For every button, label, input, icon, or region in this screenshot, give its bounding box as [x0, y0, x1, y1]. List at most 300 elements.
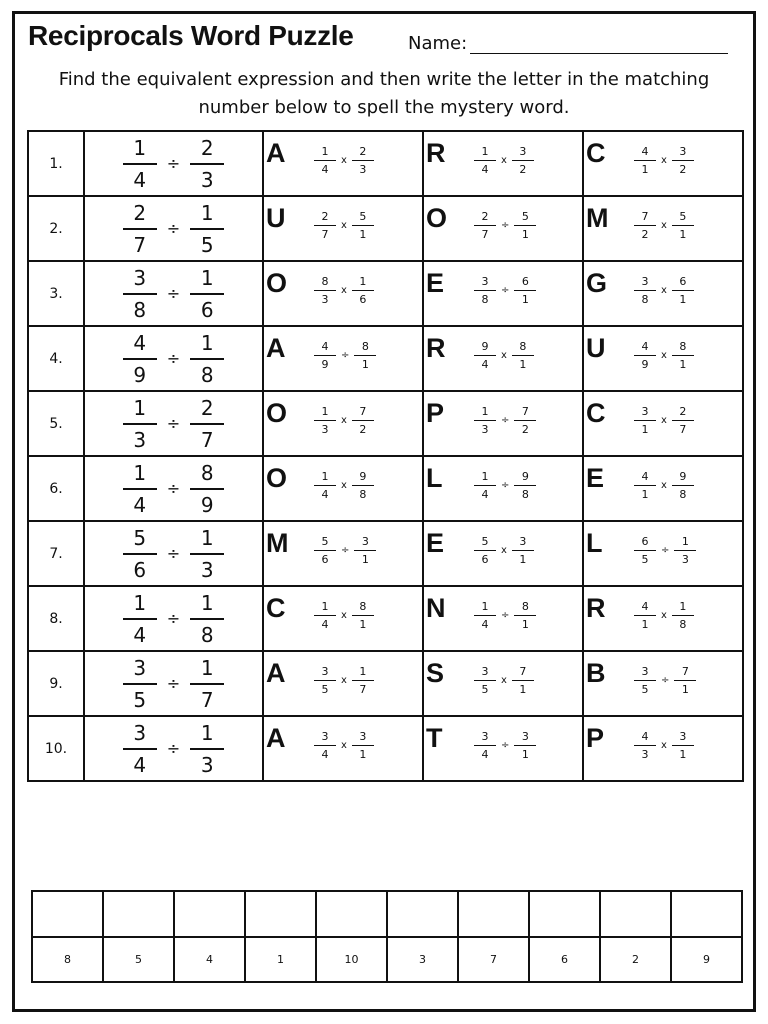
fraction-bar: [314, 615, 336, 616]
numerator: 1: [359, 275, 367, 288]
numerator: 4: [321, 340, 329, 353]
answer-number: 10: [316, 937, 387, 982]
denominator: 1: [679, 293, 687, 306]
numerator: 2: [321, 210, 329, 223]
answer-option: [263, 586, 423, 651]
fraction-bar: [354, 550, 376, 551]
row-number: 9.: [28, 651, 84, 716]
denominator: 6: [321, 553, 329, 566]
row-number: 6.: [28, 456, 84, 521]
numerator: 1: [321, 600, 329, 613]
fraction-bar: [634, 290, 656, 291]
fraction-bar: [634, 485, 656, 486]
numerator: 7: [519, 665, 527, 678]
denominator: 3: [641, 748, 649, 761]
operator: x: [341, 480, 347, 491]
option-letter: O: [266, 268, 288, 298]
answer-grid: [31, 890, 743, 983]
answer-option: [423, 261, 583, 326]
operator: x: [661, 285, 667, 296]
denominator: 8: [359, 488, 367, 501]
fraction-right: [672, 340, 694, 371]
fraction-bar: [352, 745, 374, 746]
option-expression: [474, 340, 534, 371]
denominator: 5: [481, 683, 489, 696]
numerator: 1: [200, 590, 214, 615]
denominator: 2: [679, 163, 687, 176]
fraction-bar: [190, 488, 224, 490]
answer-option: [263, 261, 423, 326]
answer-letter-box[interactable]: [174, 891, 245, 937]
fraction-bar: [672, 225, 694, 226]
operator: x: [501, 350, 507, 361]
answer-option: [423, 586, 583, 651]
numerator: 8: [359, 600, 367, 613]
numerator: 3: [481, 730, 489, 743]
denominator: 1: [521, 293, 529, 306]
option-letter: A: [266, 333, 286, 363]
denominator: 8: [641, 293, 649, 306]
denominator: 7: [481, 228, 489, 241]
denominator: 5: [641, 553, 649, 566]
fraction-right: [514, 600, 536, 631]
numerator: 3: [519, 145, 527, 158]
option-expression: [314, 275, 374, 306]
fraction-right: [190, 721, 224, 777]
operator: x: [341, 740, 347, 751]
fraction-bar: [190, 293, 224, 295]
denominator: 4: [133, 752, 147, 777]
problem-cell: [84, 131, 263, 196]
problem-expression: [85, 591, 262, 647]
answer-letter-box[interactable]: [671, 891, 742, 937]
denominator: 1: [521, 618, 529, 631]
operator: x: [341, 415, 347, 426]
fraction-left: [474, 405, 496, 436]
numerator: 2: [133, 200, 147, 225]
denominator: 9: [200, 492, 214, 517]
fraction-right: [352, 730, 374, 761]
fraction-bar: [352, 615, 374, 616]
option-expression: [314, 535, 376, 566]
numerator: 3: [481, 665, 489, 678]
denominator: 1: [679, 748, 687, 761]
fraction-left: [123, 331, 157, 387]
answer-option: [583, 131, 743, 196]
answer-letter-box[interactable]: [387, 891, 458, 937]
operator: x: [341, 285, 347, 296]
answer-option: [583, 326, 743, 391]
fraction-left: [314, 730, 336, 761]
operator: ÷: [166, 609, 181, 628]
denominator: 3: [321, 423, 329, 436]
option-expression: [634, 340, 694, 371]
denominator: 3: [481, 423, 489, 436]
fraction-right: [672, 600, 694, 631]
fraction-bar: [474, 680, 496, 681]
option-letter: M: [586, 203, 609, 233]
fraction-bar: [634, 225, 656, 226]
fraction-bar: [474, 290, 496, 291]
numerator: 6: [521, 275, 529, 288]
numerator: 5: [359, 210, 367, 223]
operator: x: [661, 480, 667, 491]
page-title: Reciprocals Word Puzzle: [28, 20, 354, 51]
fraction-bar: [474, 485, 496, 486]
fraction-left: [123, 526, 157, 582]
operator: x: [501, 155, 507, 166]
fraction-left: [123, 721, 157, 777]
option-expression: [634, 470, 694, 501]
denominator: 7: [359, 683, 367, 696]
fraction-right: [352, 665, 374, 696]
fraction-left: [634, 470, 656, 501]
fraction-bar: [352, 485, 374, 486]
fraction-left: [314, 470, 336, 501]
denominator: 4: [481, 618, 489, 631]
fraction-right: [352, 470, 374, 501]
answer-number: 5: [103, 937, 174, 982]
numerator: 4: [641, 340, 649, 353]
fraction-right: [512, 145, 534, 176]
numerator: 3: [359, 730, 367, 743]
fraction-bar: [514, 485, 536, 486]
operator: ÷: [166, 219, 181, 238]
fraction-bar: [314, 420, 336, 421]
fraction-right: [190, 201, 224, 257]
option-letter: U: [586, 333, 606, 363]
operator: x: [661, 610, 667, 621]
option-letter: O: [426, 203, 448, 233]
problem-cell: [84, 391, 263, 456]
fraction-bar: [190, 163, 224, 165]
puzzle-row: [28, 651, 743, 716]
fraction-left: [634, 340, 656, 371]
answer-option: [423, 456, 583, 521]
fraction-left: [123, 656, 157, 712]
problem-expression: [85, 656, 262, 712]
numerator: 1: [481, 600, 489, 613]
numerator: 3: [481, 275, 489, 288]
name-label: Name:: [408, 33, 468, 54]
denominator: 2: [519, 163, 527, 176]
answer-option: [263, 131, 423, 196]
row-number: 2.: [28, 196, 84, 261]
fraction-bar: [672, 615, 694, 616]
denominator: 7: [679, 423, 687, 436]
option-expression: [474, 275, 536, 306]
fraction-bar: [352, 680, 374, 681]
denominator: 8: [200, 362, 214, 387]
numerator: 3: [679, 730, 687, 743]
answer-letter-box[interactable]: [600, 891, 671, 937]
fraction-left: [474, 535, 496, 566]
fraction-left: [123, 591, 157, 647]
fraction-left: [314, 535, 336, 566]
numerator: 1: [321, 470, 329, 483]
numerator: 7: [359, 405, 367, 418]
fraction-bar: [123, 358, 157, 360]
answer-option: [263, 391, 423, 456]
denominator: 4: [321, 748, 329, 761]
numerator: 3: [641, 665, 649, 678]
denominator: 3: [200, 557, 214, 582]
name-field[interactable]: [470, 53, 728, 54]
denominator: 7: [321, 228, 329, 241]
fraction-left: [314, 210, 336, 241]
denominator: 9: [321, 358, 329, 371]
option-expression: [314, 145, 374, 176]
fraction-right: [514, 470, 536, 501]
operator: x: [501, 675, 507, 686]
answer-letter-box[interactable]: [245, 891, 316, 937]
denominator: 6: [133, 557, 147, 582]
option-expression: [474, 535, 534, 566]
answer-option: [263, 326, 423, 391]
denominator: 1: [361, 358, 369, 371]
fraction-right: [190, 266, 224, 322]
denominator: 5: [641, 683, 649, 696]
puzzle-row: [28, 196, 743, 261]
answer-letter-box[interactable]: [529, 891, 600, 937]
fraction-right: [514, 730, 536, 761]
denominator: 1: [359, 748, 367, 761]
option-letter: E: [426, 268, 445, 298]
problem-expression: [85, 396, 262, 452]
denominator: 4: [133, 492, 147, 517]
puzzle-row: [28, 521, 743, 586]
fraction-bar: [314, 680, 336, 681]
numerator: 1: [359, 665, 367, 678]
operator: ÷: [166, 739, 181, 758]
denominator: 7: [200, 427, 214, 452]
fraction-left: [314, 405, 336, 436]
denominator: 3: [133, 427, 147, 452]
fraction-bar: [190, 423, 224, 425]
fraction-bar: [123, 618, 157, 620]
fraction-bar: [314, 355, 336, 356]
answer-option: [583, 586, 743, 651]
answer-option: [423, 326, 583, 391]
operator: ÷: [501, 285, 510, 296]
option-letter: E: [426, 528, 445, 558]
numerator: 3: [321, 730, 329, 743]
numerator: 8: [679, 340, 687, 353]
numerator: 1: [481, 470, 489, 483]
answer-letter-box[interactable]: [458, 891, 529, 937]
numerator: 2: [679, 405, 687, 418]
option-expression: [314, 600, 374, 631]
operator: x: [341, 675, 347, 686]
fraction-bar: [123, 748, 157, 750]
denominator: 1: [519, 683, 527, 696]
operator: ÷: [661, 545, 670, 556]
fraction-left: [474, 145, 496, 176]
puzzle-row: [28, 716, 743, 781]
denominator: 1: [519, 358, 527, 371]
option-letter: M: [266, 528, 289, 558]
operator: x: [661, 220, 667, 231]
fraction-right: [672, 405, 694, 436]
fraction-right: [354, 535, 376, 566]
fraction-bar: [352, 290, 374, 291]
fraction-bar: [190, 553, 224, 555]
option-expression: [314, 665, 374, 696]
option-letter: P: [586, 723, 605, 753]
fraction-bar: [634, 615, 656, 616]
operator: ÷: [501, 480, 510, 491]
answer-option: [423, 196, 583, 261]
fraction-bar: [314, 485, 336, 486]
fraction-right: [190, 591, 224, 647]
option-expression: [314, 730, 374, 761]
numerator: 1: [200, 330, 214, 355]
answer-number: 3: [387, 937, 458, 982]
answer-option: [583, 196, 743, 261]
operator: x: [341, 610, 347, 621]
option-expression: [314, 470, 374, 501]
answer-option: [583, 716, 743, 781]
problem-expression: [85, 331, 262, 387]
numerator: 5: [481, 535, 489, 548]
fraction-left: [474, 730, 496, 761]
option-expression: [634, 730, 694, 761]
fraction-bar: [123, 683, 157, 685]
operator: ÷: [166, 154, 181, 173]
fraction-bar: [474, 225, 496, 226]
option-expression: [634, 665, 696, 696]
numerator: 1: [133, 135, 147, 160]
option-letter: T: [426, 723, 443, 753]
numerator: 5: [521, 210, 529, 223]
problem-expression: [85, 461, 262, 517]
fraction-left: [474, 600, 496, 631]
numerator: 1: [321, 405, 329, 418]
answer-number: 9: [671, 937, 742, 982]
problem-cell: [84, 326, 263, 391]
option-expression: [474, 470, 536, 501]
fraction-bar: [190, 748, 224, 750]
fraction-bar: [674, 680, 696, 681]
answer-letter-box[interactable]: [32, 891, 103, 937]
answer-letter-box[interactable]: [316, 891, 387, 937]
fraction-bar: [123, 163, 157, 165]
operator: ÷: [166, 284, 181, 303]
denominator: 7: [200, 687, 214, 712]
denominator: 4: [481, 358, 489, 371]
operator: x: [661, 155, 667, 166]
fraction-bar: [634, 680, 656, 681]
numerator: 1: [681, 535, 689, 548]
fraction-left: [314, 275, 336, 306]
fraction-bar: [672, 420, 694, 421]
answer-letter-box[interactable]: [103, 891, 174, 937]
option-expression: [634, 535, 696, 566]
operator: ÷: [166, 479, 181, 498]
answer-option: [423, 651, 583, 716]
numerator: 1: [133, 460, 147, 485]
denominator: 1: [679, 228, 687, 241]
denominator: 5: [200, 232, 214, 257]
operator: x: [341, 155, 347, 166]
fraction-right: [672, 145, 694, 176]
numerator: 1: [481, 405, 489, 418]
operator: ÷: [341, 545, 350, 556]
puzzle-row: [28, 391, 743, 456]
numerator: 1: [200, 265, 214, 290]
option-letter: S: [426, 658, 445, 688]
operator: x: [661, 350, 667, 361]
answer-option: [263, 716, 423, 781]
operator: x: [501, 545, 507, 556]
fraction-right: [354, 340, 376, 371]
fraction-left: [314, 145, 336, 176]
fraction-left: [634, 730, 656, 761]
answer-option: [583, 521, 743, 586]
fraction-left: [123, 136, 157, 192]
problem-expression: [85, 266, 262, 322]
fraction-bar: [123, 293, 157, 295]
option-letter: B: [586, 658, 606, 688]
operator: x: [341, 220, 347, 231]
numerator: 5: [133, 525, 147, 550]
denominator: 8: [679, 488, 687, 501]
row-number: 4.: [28, 326, 84, 391]
numerator: 6: [679, 275, 687, 288]
fraction-bar: [672, 160, 694, 161]
fraction-bar: [314, 225, 336, 226]
fraction-left: [634, 600, 656, 631]
problem-cell: [84, 261, 263, 326]
fraction-left: [123, 396, 157, 452]
denominator: 1: [361, 553, 369, 566]
operator: ÷: [341, 350, 350, 361]
option-expression: [474, 145, 534, 176]
fraction-left: [634, 405, 656, 436]
fraction-right: [190, 526, 224, 582]
fraction-left: [634, 535, 656, 566]
fraction-left: [474, 665, 496, 696]
option-letter: A: [266, 138, 286, 168]
fraction-bar: [672, 355, 694, 356]
numerator: 1: [133, 590, 147, 615]
fraction-bar: [512, 160, 534, 161]
fraction-bar: [474, 745, 496, 746]
fraction-left: [634, 275, 656, 306]
numerator: 3: [133, 655, 147, 680]
numerator: 4: [641, 600, 649, 613]
answer-option: [423, 521, 583, 586]
fraction-left: [474, 470, 496, 501]
numerator: 3: [521, 730, 529, 743]
fraction-right: [352, 275, 374, 306]
numerator: 3: [133, 720, 147, 745]
operator: ÷: [501, 740, 510, 751]
answer-number-row: [32, 937, 742, 982]
fraction-left: [474, 210, 496, 241]
fraction-bar: [352, 420, 374, 421]
denominator: 3: [200, 752, 214, 777]
option-letter: C: [586, 138, 606, 168]
fraction-bar: [123, 553, 157, 555]
option-expression: [634, 210, 694, 241]
problem-cell: [84, 196, 263, 261]
denominator: 4: [321, 488, 329, 501]
denominator: 1: [641, 618, 649, 631]
denominator: 1: [641, 163, 649, 176]
answer-number: 6: [529, 937, 600, 982]
fraction-bar: [474, 420, 496, 421]
